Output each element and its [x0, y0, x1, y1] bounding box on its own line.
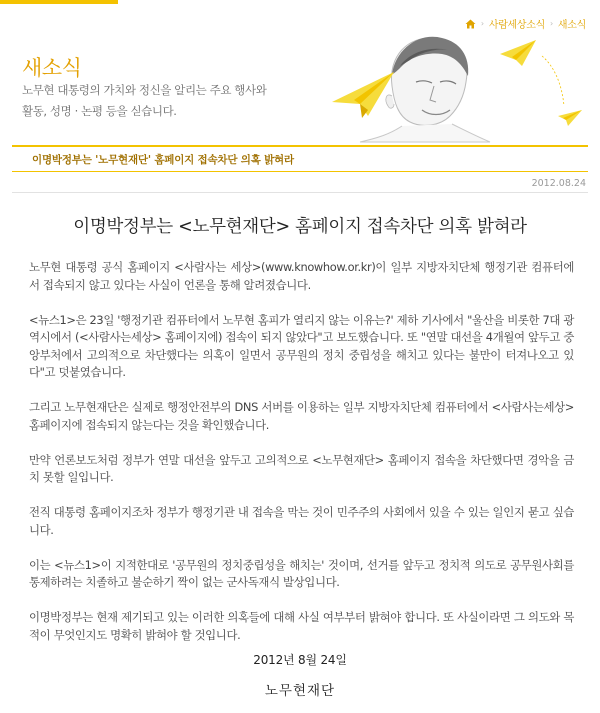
- intro-line: 활동, 성명 · 논평 등을 싣습니다.: [22, 104, 177, 118]
- post-subject: 이명박정부는 '노무현재단' 홈페이지 접속차단 의혹 밝혀라: [32, 154, 294, 166]
- flight-trail: [542, 56, 564, 106]
- post-date: 2012.08.24: [531, 178, 586, 189]
- article-paragraph: <뉴스1>은 23일 '행정기관 컴퓨터에서 노무현 홈피가 열리지 않는 이유는?' 제하 기사에서 "울산을 비롯한 7대 광역시에서 (<사람사는세상> 홈페이지에) 접속이 되지 않았다"고 보도했습니다. 또 "연말 대선을 4개월여 앞두고 중앙부처에서 고의적으로 차단했다는 의혹이 일면서 공무원의 정치 중립성을 해치고 있다는 불만이 터져나오고 있다"고 덧붙였습니다.: [29, 312, 574, 379]
- section-intro: [22, 80, 282, 122]
- article-paragraph: 그리고 노무현재단은 실제로 행정안전부의 DNS 서버를 이용하는 일부 지방자치단체 컴퓨터에서 <사람사는세상> 홈페이지에 접속되지 않는다는 것을 확인했습니다.: [29, 400, 574, 432]
- article-paragraph: 만약 언론보도처럼 정부가 연말 대선을 앞두고 고의적으로 <노무현재단> 홈페이지 접속을 차단했다면 경악을 금치 못할 일입니다.: [29, 452, 574, 484]
- divider: [12, 192, 588, 193]
- hero-illustration: [330, 26, 592, 146]
- article-title: 이명박정부는 <노무현재단> 홈페이지 접속차단 의혹 밝혀라: [73, 217, 527, 237]
- breadcrumb-separator: ›: [480, 19, 484, 28]
- top-accent-bar: [0, 0, 118, 4]
- paper-airplane-icon: [332, 72, 394, 118]
- article-body: [29, 259, 574, 662]
- breadcrumb-separator: ›: [550, 19, 553, 28]
- signature-organization: 노무현재단: [264, 683, 336, 699]
- paper-airplane-icon: [558, 110, 582, 126]
- post-subject-bar: [12, 145, 588, 172]
- article-paragraph: 노무현 대통령 공식 홈페이지 <사람사는 세상>(www.knowhow.or.kr)이 일부 지방자치단체 행정기관 컴퓨터에서 접속되지 않고 있다는 사실이 언론을 통해 알려졌습니다.: [29, 260, 574, 292]
- article-paragraph: 이는 <뉴스1>이 지적한대로 '공무원의 정치중립성을 해치는' 것이며, 선거를 앞두고 정치적 의도로 공무원사회를 통제하려는 치졸하고 불순하기 짝이 없는 군사독재식 발상입니다.: [29, 557, 574, 589]
- article-paragraph: 이명박정부는 현재 제기되고 있는 이러한 의혹들에 대해 사실 여부부터 밝혀야 합니다. 또 사실이라면 그 의도와 목적이 무엇인지도 명확히 밝혀야 할 것입니다.: [29, 610, 574, 642]
- breadcrumb-item[interactable]: 사람세상소식: [488, 20, 545, 31]
- signature-date: 2012년 8월 24일: [253, 653, 347, 667]
- paper-airplane-icon: [500, 40, 536, 66]
- intro-line: 노무현 대통령의 가치와 정신을 알리는 주요 행사와: [22, 83, 267, 97]
- article-paragraph: 전직 대통령 홈페이지조차 정부가 행정기관 내 접속을 막는 것이 민주주의 사회에서 있을 수 있는 일인지 묻고 싶습니다.: [29, 505, 574, 537]
- page-title: 새소식: [22, 56, 82, 81]
- breadcrumb-item-current[interactable]: 새소식: [557, 20, 586, 31]
